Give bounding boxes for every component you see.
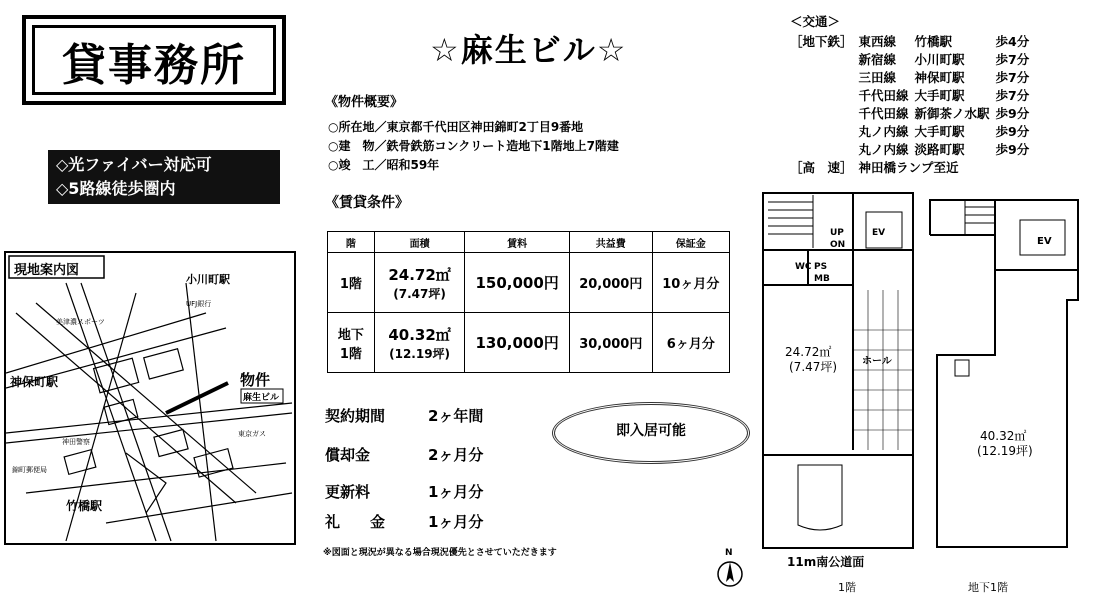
map-police-label: 神田警察	[62, 438, 90, 446]
traffic-line: 東西線	[858, 34, 897, 49]
cell-common: 30,000円	[569, 313, 652, 373]
car-icon	[798, 465, 842, 530]
cell-deposit: 6ヶ月分	[652, 313, 729, 373]
cell-area	[374, 313, 465, 373]
cell-area	[374, 253, 465, 313]
traffic-walk: 歩4分	[995, 34, 1030, 49]
rent-heading: 《賃貸条件》	[325, 195, 409, 211]
traffic-row	[787, 122, 1032, 140]
highway-label: ［高 速］	[790, 160, 853, 175]
page-title: 貸事務所	[62, 40, 246, 91]
traffic-line: 三田線	[858, 70, 897, 85]
term-value: 2ヶ月分	[428, 446, 484, 464]
map-ogawamachi-station: 小川町駅	[186, 273, 230, 286]
table-row	[328, 253, 730, 313]
overview-address: ○所在地／東京都千代田区神田錦町2丁目9番地	[328, 120, 584, 134]
area-sqm: 24.72㎡	[388, 265, 451, 284]
subway-label: ［地下鉄］	[790, 34, 853, 49]
term-value: 2ヶ年間	[428, 407, 484, 425]
features-box	[48, 150, 280, 204]
north-label: N	[725, 548, 733, 558]
location-map	[4, 251, 296, 545]
traffic-row	[787, 140, 1032, 158]
floorplan-b1	[925, 195, 1085, 560]
traffic-row	[787, 50, 1032, 68]
f1-floor-label: 1階	[838, 581, 856, 594]
cell-rent: 130,000円	[465, 313, 570, 373]
traffic-walk: 歩7分	[995, 70, 1030, 85]
traffic-station: 新御茶ノ水駅	[914, 106, 990, 121]
b1-area-label: 40.32㎡	[980, 429, 1027, 443]
map-roads	[6, 283, 292, 541]
floorplan-b1-walls	[930, 200, 1078, 547]
building-name: ☆麻生ビル☆	[430, 31, 628, 69]
floorplan-b1-stairs	[965, 200, 995, 235]
map-property-label: 物件	[240, 371, 271, 389]
traffic-walk: 歩9分	[995, 106, 1030, 121]
header-common: 共益費	[569, 232, 652, 253]
map-post-label: 錦町郵便局	[12, 466, 47, 474]
ev-label-b1: EV	[1037, 236, 1052, 247]
traffic-line: 丸ノ内線	[858, 124, 909, 139]
f1-tsubo-label: (7.47坪)	[789, 360, 838, 374]
move-in-badge: 即入居可能	[552, 402, 750, 464]
traffic-station: 淡路町駅	[914, 142, 965, 157]
area-tsubo: (7.47坪)	[393, 286, 446, 301]
highway-info: 神田橋ランプ至近	[858, 160, 959, 175]
traffic-row	[787, 86, 1032, 104]
traffic-line: 千代田線	[858, 88, 909, 103]
traffic-row	[787, 32, 1032, 50]
map-tokyo-gas-label: 東京ガス	[238, 430, 266, 438]
traffic-heading: ＜交通＞	[790, 14, 841, 29]
feature-item: ◇5路線徒歩圏内	[56, 179, 176, 198]
table-row	[328, 313, 730, 373]
map-property-name: 麻生ビル	[243, 393, 280, 403]
on-label: ON	[830, 240, 846, 250]
traffic-row	[787, 68, 1032, 86]
traffic-walk: 歩9分	[995, 142, 1030, 157]
disclaimer-note: ※図面と現況が異なる場合現況優先とさせていただきます	[323, 548, 557, 558]
ev-label-1f: EV	[872, 228, 886, 238]
traffic-line: 丸ノ内線	[858, 142, 909, 157]
area-sqm: 40.32㎡	[388, 325, 451, 344]
traffic-station: 大手町駅	[914, 88, 965, 103]
term-label: 礼 金	[325, 513, 386, 531]
cell-deposit: 10ヶ月分	[652, 253, 729, 313]
f1-area-label: 24.72㎡	[785, 345, 832, 359]
map-title: 現地案内図	[14, 263, 80, 278]
overview-completion: ○竣 工／昭和59年	[328, 158, 440, 172]
mb-label: MB	[814, 274, 830, 284]
traffic-station: 神保町駅	[914, 70, 965, 85]
b1-tsubo-label: (12.19坪)	[977, 444, 1033, 458]
road-label: 11m南公道面	[787, 555, 865, 569]
map-ufj-label: UFJ銀行	[186, 300, 212, 308]
term-value: 1ヶ月分	[428, 513, 484, 531]
title-box	[22, 15, 286, 105]
traffic-station: 大手町駅	[914, 124, 965, 139]
header-floor: 階	[328, 232, 375, 253]
traffic-walk: 歩7分	[995, 52, 1030, 67]
map-jinbocho-station: 神保町駅	[10, 375, 59, 389]
traffic-table	[787, 32, 1032, 176]
header-area: 面積	[374, 232, 465, 253]
cell-floor: 1階	[328, 253, 375, 313]
area-tsubo: (12.19坪)	[389, 346, 451, 361]
traffic-row	[787, 158, 1032, 176]
cell-rent: 150,000円	[465, 253, 570, 313]
b1-floor-label: 地下1階	[968, 581, 1008, 594]
term-label: 契約期間	[325, 407, 386, 425]
cell-common: 20,000円	[569, 253, 652, 313]
overview-structure: ○建 物／鉄骨鉄筋コンクリート造地下1階地上7階建	[328, 139, 619, 153]
map-takebashi-station: 竹橋駅	[66, 499, 103, 513]
feature-item: ◇光ファイバー対応可	[56, 155, 212, 174]
floorplan-1f-stairs	[768, 195, 813, 248]
traffic-line: 新宿線	[858, 52, 897, 67]
sink-icon	[955, 360, 969, 376]
hall-label: ホール	[862, 356, 892, 367]
term-label: 更新料	[325, 483, 371, 501]
traffic-row	[787, 104, 1032, 122]
floorplan-1f-hall-tiles	[853, 290, 913, 450]
term-label: 償却金	[325, 446, 371, 464]
map-sports-label: 美津濃スポーツ	[56, 318, 105, 326]
up-label: UP	[830, 228, 844, 238]
traffic-walk: 歩7分	[995, 88, 1030, 103]
traffic-walk: 歩9分	[995, 124, 1030, 139]
property-pointer	[166, 383, 228, 413]
ps-label: PS	[814, 262, 828, 272]
header-deposit: 保証金	[652, 232, 729, 253]
traffic-station: 小川町駅	[914, 52, 965, 67]
traffic-line: 千代田線	[858, 106, 909, 121]
overview-heading: 《物件概要》	[325, 95, 404, 110]
rent-table-header	[328, 232, 730, 253]
rent-table	[327, 231, 730, 373]
cell-floor: 地下1階	[328, 313, 375, 373]
header-rent: 賃料	[465, 232, 570, 253]
traffic-station: 竹橋駅	[914, 34, 953, 49]
term-value: 1ヶ月分	[428, 483, 484, 501]
wc-label: WC	[795, 262, 812, 272]
